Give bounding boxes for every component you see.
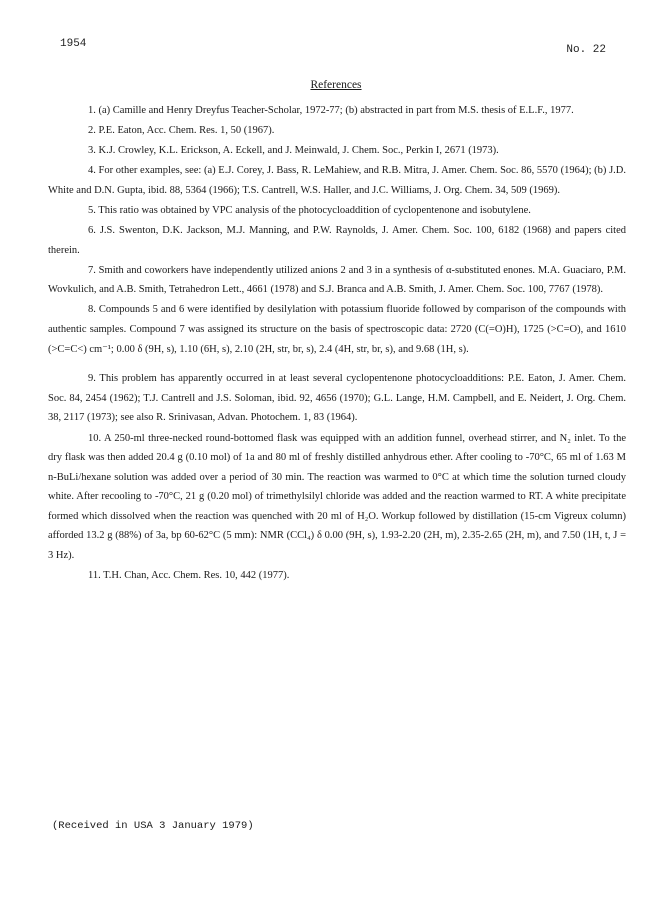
reference-list [48, 101, 626, 586]
reference-item: 5. This ratio was obtained by VPC analysis of the photocycloaddition of cyclopentenone and isobutylene. [88, 204, 531, 216]
section-title: References [310, 79, 362, 91]
reference-item: 2. P.E. Eaton, Acc. Chem. Res. 1, 50 (1967). [88, 125, 275, 137]
received-date: (Received in USA 3 January 1979) [52, 820, 254, 832]
reference-item: 11. T.H. Chan, Acc. Chem. Res. 10, 442 (1977). [88, 570, 290, 582]
reference-item: 3. K.J. Crowley, K.L. Erickson, A. Eckell, and J. Meinwald, J. Chem. Soc., Perkin I, 2671 (1973). [88, 145, 499, 157]
page-number: 1954 [60, 38, 87, 50]
reference-item: 7. Smith and coworkers have independently utilized anions 2 and 3 in a synthesis of α-substituted enones. M.A. Guaciaro, P.M. Wovkulich, and A.B. Smith, Tetrahedron Lett., 4661 (1978) and S.J. Branca and A.B. Smith, J. Amer. Chem. Soc. 100, 7767 (1978). [48, 264, 626, 296]
reference-item: 1. (a) Camille and Henry Dreyfus Teacher-Scholar, 1972-77; (b) abstracted in part from M.S. thesis of E.L.F., 1977. [88, 105, 574, 116]
reference-item: 10. A 250-ml three-necked round-bottomed flask was equipped with an addition funnel, overhead stirrer, and N₂ inlet. To the dry flask was then added 20.4 g (0.10 mol) of 1a and 80 ml of freshly distilled anhydrous ether. After cooling to -70°C, 65 ml of 1.63 M n-BuLi/hexane solution was added over a period of 30 min. The reaction was warmed to 0°C at which time the solution turned cloudy white. After recooling to -70°C, 21 g (0.20 mol) of trimethylsilyl chloride was added and the reaction warmed to RT. A white precipitate formed which dissolved when the reaction was quenched with 20 ml of H₂O. Workup followed by distillation (15-cm Vigreux column) afforded 13.2 g (88%) of 3a, bp 60-62°C (5 mm): NMR (CCl₄) δ 0.00 (9H, s), 1.93-2.20 (2H, m), 2.35-2.65 (2H, m), and 7.50 (1H, t, J = 3 Hz). [48, 432, 626, 562]
reference-item: 8. Compounds 5 and 6 were identified by desilylation with potassium fluoride followed by comparison of the compounds with authentic samples. Compound 7 was assigned its structure on the basis of spectroscopic data: 2720 (C(=O)H), 1725 (>C=O), and 1610 (>C=C<) cm⁻¹; 0.00 δ (9H, s), 1.10 (6H, s), 2.10 (2H, str, br, s), 2.4 (4H, str, br, s), and 9.68 (1H, s). [48, 304, 626, 355]
reference-item: 6. J.S. Swenton, D.K. Jackson, M.J. Manning, and P.W. Raynolds, J. Amer. Chem. Soc. 100, 6182 (1968) and papers cited therein. [48, 225, 626, 256]
reference-item: 9. This problem has apparently occurred in at least several cyclopentenone photocycloadditions: P.E. Eaton, J. Amer. Chem. Soc. 84, 2454 (1962); T.J. Cantrell and J.S. Soloman, ibid. 92, 4656 (1970); G.L. Lange, H.M. Campbell, and E. Neidert, J. Org. Chem. 38, 2117 (1973); see also R. Srinivasan, Advan. Photochem. 1, 83 (1964). [48, 373, 626, 424]
issue-number: No. 22 [566, 44, 606, 56]
reference-item: 4. For other examples, see: (a) E.J. Corey, J. Bass, R. LeMahiew, and R.B. Mitra, J. Amer. Chem. Soc. 86, 5570 (1964); (b) J.D. White and D.N. Gupta, ibid. 88, 5364 (1966); T.S. Cantrell, W.S. Haller, and J.C. Williams, J. Org. Chem. 34, 509 (1969). [48, 165, 626, 196]
